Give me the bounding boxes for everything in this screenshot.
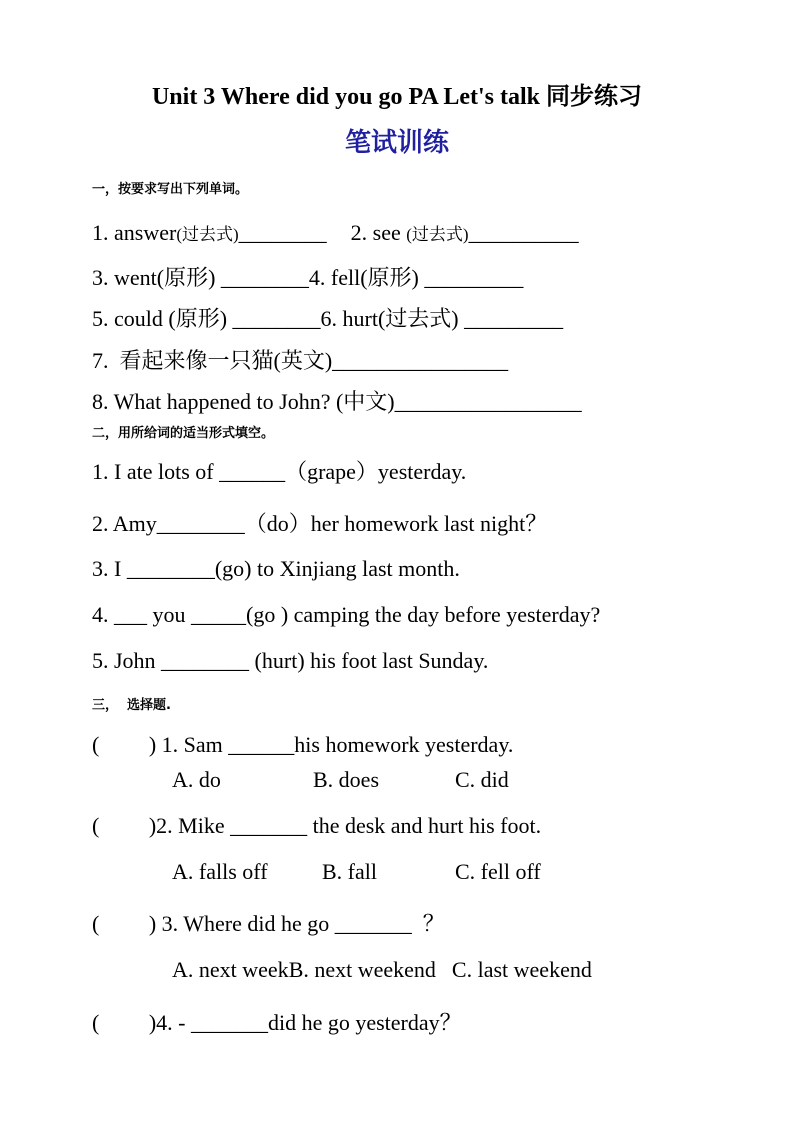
q2-option-c: C. fell off (455, 859, 541, 884)
q1-option-b: B. does (313, 767, 379, 792)
section-3-question-4: ( )4. - _______did he go yesterday？ (92, 1010, 462, 1035)
q1-option-a: A. do (172, 767, 221, 792)
section-1-item-3: 5. could (原形) ________6. hurt(过去式) _________ (92, 306, 564, 331)
section-1-item-5: 8. What happened to John? (中文)_________________ (92, 389, 582, 414)
section-2-item-2: 2. Amy________（do）her homework last night？ (92, 511, 548, 536)
q2-option-a: A. falls off (172, 859, 268, 884)
section-3-question-2: ( )2. Mike _______ the desk and hurt his foot. (92, 813, 542, 838)
q3-options (172, 957, 592, 983)
section-3-question-3: ( ) 3. Where did he go _______ ？ (92, 911, 445, 936)
section-1-item-1: 1. answer(过去式)________ 2. see (过去式)__________ (92, 220, 579, 245)
section-2-item-4: 4. ___ you _____(go ) camping the day before yesterday? (92, 602, 601, 627)
section-1-heading: 一，按要求写出下列单词。 (92, 182, 249, 197)
section-2-item-5: 5. John ________ (hurt) his foot last Sunday. (92, 648, 489, 673)
page-title: Unit 3 Where did you go PA Let's talk 同步练习 (151, 84, 643, 110)
q3-option-b: B. next weekend (288, 957, 436, 982)
section-2-item-3: 3. I ________(go) to Xinjiang last month. (92, 556, 460, 581)
page-subtitle: 笔试训练 (344, 128, 449, 158)
section-2-heading: 二，用所给词的适当形式填空。 (92, 426, 275, 441)
section-3-question-1: ( ) 1. Sam ______his homework yesterday. (92, 732, 514, 757)
q2-option-b: B. fall (322, 859, 377, 884)
section-1-item-2: 3. went(原形) ________4. fell(原形) _________ (92, 265, 524, 290)
section-1-item-4: 7. 看起来像一只猫(英文)________________ (92, 348, 509, 373)
q3-option-c: C. last weekend (451, 957, 592, 982)
section-2-item-1: 1. I ate lots of ______（grape）yesterday. (92, 459, 467, 484)
section-3-heading: 三， 选择题. (92, 698, 171, 713)
q1-option-c: C. did (455, 767, 509, 792)
q3-option-a: A. next week (172, 957, 289, 982)
